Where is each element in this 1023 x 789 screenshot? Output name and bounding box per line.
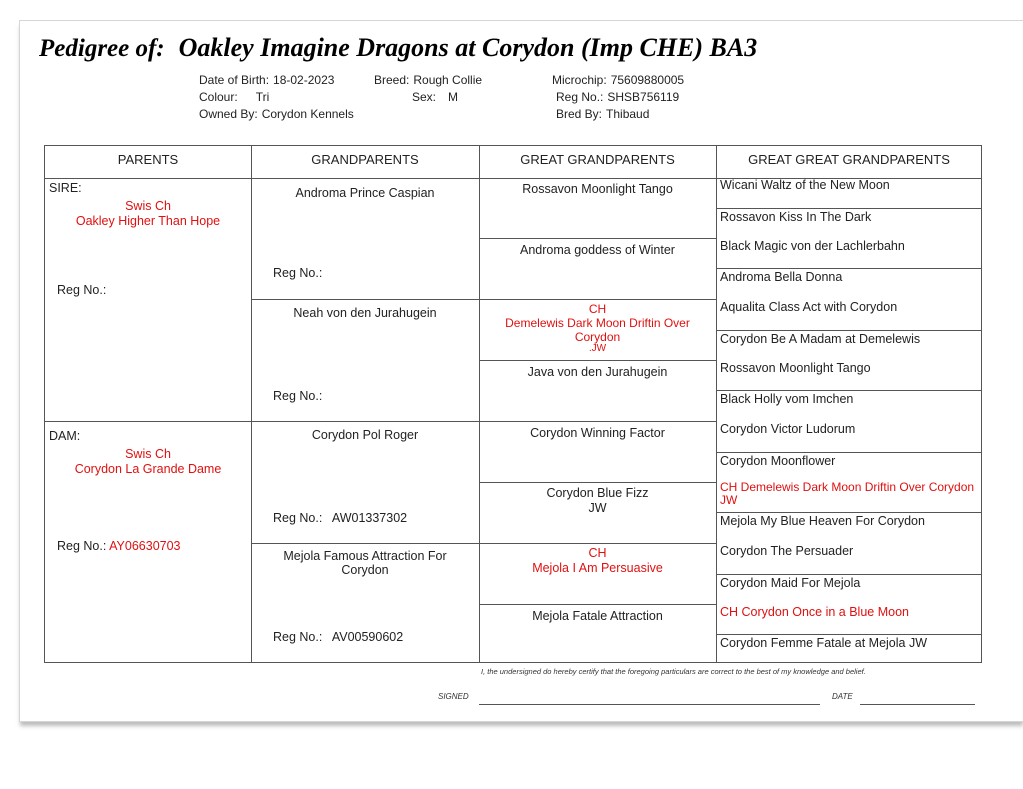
dam-reg: Reg No.: AY06630703 xyxy=(57,539,181,553)
great-great-grandparent: Corydon Moonflower xyxy=(720,454,836,468)
grandparent-reg: Reg No.: AW01337302 xyxy=(273,511,408,525)
page-title xyxy=(39,33,757,63)
sire-name: Swis Ch Oakley Higher Than Hope xyxy=(75,199,221,228)
certification-text: I, the undersigned do hereby certify that the foregoing particulars are correct to the best of my knowledge and belief. xyxy=(481,667,866,676)
great-grandparent: Rossavon Moonlight Tango xyxy=(522,182,673,196)
divider xyxy=(479,238,716,239)
date-line xyxy=(860,704,975,705)
divider xyxy=(251,543,716,544)
divider xyxy=(479,604,716,605)
divider xyxy=(716,390,981,391)
divider xyxy=(716,574,981,575)
great-grandparent: CH Demelewis Dark Moon Driftin Over Corydon .JW xyxy=(505,302,690,354)
great-great-grandparent: Androma Bella Donna xyxy=(720,270,843,284)
date-label: DATE xyxy=(832,692,853,701)
signed-label: SIGNED xyxy=(438,692,469,701)
divider xyxy=(479,360,716,361)
great-great-grandparent: Black Magic von der Lachlerbahn xyxy=(720,239,905,253)
sire-label: SIRE: xyxy=(49,181,82,195)
grandparent-name: Corydon Pol Roger xyxy=(311,428,419,442)
divider xyxy=(716,268,981,269)
great-great-grandparent: Corydon Femme Fatale at Mejola JW xyxy=(720,636,928,650)
grandparent-reg: Reg No.: xyxy=(273,266,323,280)
divider xyxy=(716,634,981,635)
divider xyxy=(45,421,251,422)
great-great-grandparent: Rossavon Moonlight Tango xyxy=(720,361,871,375)
divider xyxy=(251,299,716,300)
great-grandparent: Androma goddess of Winter xyxy=(520,243,675,257)
grandparent-reg: Reg No.: xyxy=(273,389,323,403)
great-great-grandparent: Corydon Maid For Mejola xyxy=(720,576,861,590)
divider xyxy=(716,330,981,331)
great-great-grandparent: Corydon The Persuader xyxy=(720,544,854,558)
divider xyxy=(716,512,981,513)
owned-by-field: Owned By: Corydon Kennels xyxy=(199,107,354,121)
signature-line xyxy=(479,704,820,705)
divider xyxy=(251,421,716,422)
header-great-grandparents: GREAT GRANDPARENTS xyxy=(520,152,675,167)
great-great-grandparent: Rossavon Kiss In The Dark xyxy=(720,210,872,224)
sex-field: Sex: M xyxy=(412,90,459,104)
grandparent-name: Androma Prince Caspian xyxy=(295,186,435,200)
header-great-great-grandparents: GREAT GREAT GRANDPARENTS xyxy=(748,152,950,167)
great-grandparent: Mejola Fatale Attraction xyxy=(532,609,663,623)
header-parents: PARENTS xyxy=(117,152,179,167)
regno-field: Reg No.: SHSB756119 xyxy=(556,90,680,104)
great-great-grandparent: Corydon Be A Madam at Demelewis xyxy=(720,332,921,346)
great-great-grandparent: CH Corydon Once in a Blue Moon xyxy=(720,605,909,619)
dam-label: DAM: xyxy=(49,429,81,443)
dam-name: Swis Ch Corydon La Grande Dame xyxy=(74,447,222,476)
great-great-grandparent: Mejola My Blue Heaven For Corydon xyxy=(720,514,925,528)
header-grandparents: GRANDPARENTS xyxy=(311,152,419,167)
divider xyxy=(716,208,981,209)
sire-reg: Reg No.: xyxy=(57,283,107,297)
dog-name: Oakley Imagine Dragons at Corydon (Imp CHE) BA3 xyxy=(178,33,758,62)
great-great-grandparent: Wicani Waltz of the New Moon xyxy=(720,178,890,192)
title-label: Pedigree of: xyxy=(39,35,165,62)
divider xyxy=(479,146,480,662)
divider xyxy=(716,452,981,453)
great-great-grandparent: Black Holly vom Imchen xyxy=(720,392,854,406)
microchip-field: Microchip: 75609880005 xyxy=(552,73,685,87)
divider xyxy=(479,482,716,483)
great-great-grandparent: Aqualita Class Act with Corydon xyxy=(720,300,898,314)
pedigree-table xyxy=(44,145,982,663)
great-grandparent: Corydon Winning Factor xyxy=(530,426,665,440)
grandparent-name: Mejola Famous Attraction For Corydon xyxy=(283,549,447,577)
great-grandparent: CH Mejola I Am Persuasive xyxy=(532,546,663,575)
great-great-grandparent: Corydon Victor Ludorum xyxy=(720,422,856,436)
divider xyxy=(716,146,717,662)
dob-field: Date of Birth: 18-02-2023 xyxy=(199,73,335,87)
great-grandparent: Java von den Jurahugein xyxy=(527,365,668,379)
great-great-grandparent: CH Demelewis Dark Moon Driftin Over Corydon JW xyxy=(720,480,975,507)
grandparent-reg: Reg No.: AV00590602 xyxy=(273,630,404,644)
great-grandparent: Corydon Blue Fizz JW xyxy=(546,486,649,515)
grandparent-name: Neah von den Jurahugein xyxy=(293,306,437,320)
bred-by-field: Bred By: Thibaud xyxy=(556,107,650,121)
divider xyxy=(251,146,252,662)
colour-field: Colour: Tri xyxy=(199,90,270,104)
breed-field: Breed: Rough Collie xyxy=(374,73,483,87)
